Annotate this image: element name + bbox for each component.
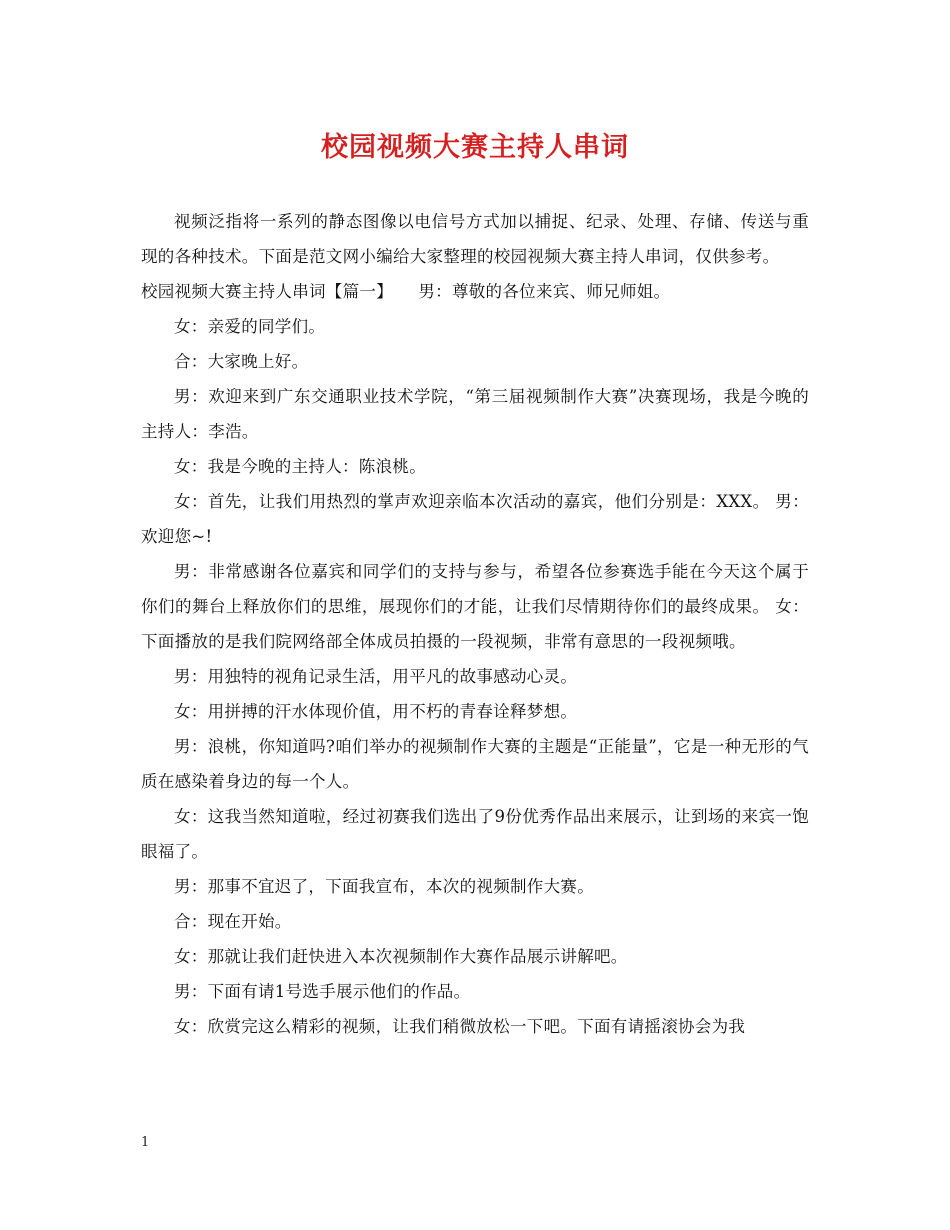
paragraph: 女：欣赏完这么精彩的视频，让我们稍微放松一下吧。下面有请摇滚协会为我 <box>174 1017 746 1036</box>
paragraph: 女：这我当然知道啦，经过初赛我们选出了9份优秀作品出来展示，让到场的来宾一饱眼福了。 <box>141 807 809 861</box>
paragraph: 男：欢迎来到广东交通职业技术学院，“第三届视频制作大赛”决赛现场，我是今晚的主持人：李浩。 <box>141 387 809 441</box>
document-body <box>141 204 809 1044</box>
paragraph: 男：用独特的视角记录生活，用平凡的故事感动心灵。 <box>174 667 578 686</box>
paragraph: 男：那事不宜迟了，下面我宣布，本次的视频制作大赛。 <box>174 877 594 896</box>
paragraph: 合：现在开始。 <box>174 912 292 931</box>
paragraph: 视频泛指将一系列的静态图像以电信号方式加以捕捉、纪录、处理、存储、传送与重现的各种技术。下面是范文网小编给大家整理的校园视频大赛主持人串词，仅供参考。 <box>141 212 809 266</box>
paragraph: 女：首先，让我们用热烈的掌声欢迎亲临本次活动的嘉宾，他们分别是：XXX。 男：欢迎您~! <box>141 492 809 546</box>
paragraph: 女：那就让我们赶快进入本次视频制作大赛作品展示讲解吧。 <box>174 947 628 966</box>
paragraph: 女：用拼搏的汗水体现价值，用不朽的青春诠释梦想。 <box>174 702 578 721</box>
paragraph: 女：亲爱的同学们。 <box>174 317 326 336</box>
paragraph: 男：下面有请1号选手展示他们的作品。 <box>174 982 471 1001</box>
paragraph: 合：大家晚上好。 <box>174 352 309 371</box>
paragraph: 男：浪桃，你知道吗?咱们举办的视频制作大赛的主题是“正能量”，它是一种无形的气质在感染着身边的每一个人。 <box>141 737 809 791</box>
paragraph: 男：非常感谢各位嘉宾和同学们的支持与参与，希望各位参赛选手能在今天这个属于你们的舞台上释放你们的思维，展现你们的才能，让我们尽情期待你们的最终成果。 女：下面播放的是我们院网络部全体成员拍摄的一段视频，非常有意思的一段视频哦。 <box>141 562 809 651</box>
document-title: 校园视频大赛主持人串词 <box>321 132 629 163</box>
paragraph: 校园视频大赛主持人串词【篇一】 男：尊敬的各位来宾、师兄师姐。 <box>141 282 671 301</box>
page-number: 1 <box>141 1135 150 1150</box>
paragraph: 女：我是今晚的主持人：陈浪桃。 <box>174 457 426 476</box>
